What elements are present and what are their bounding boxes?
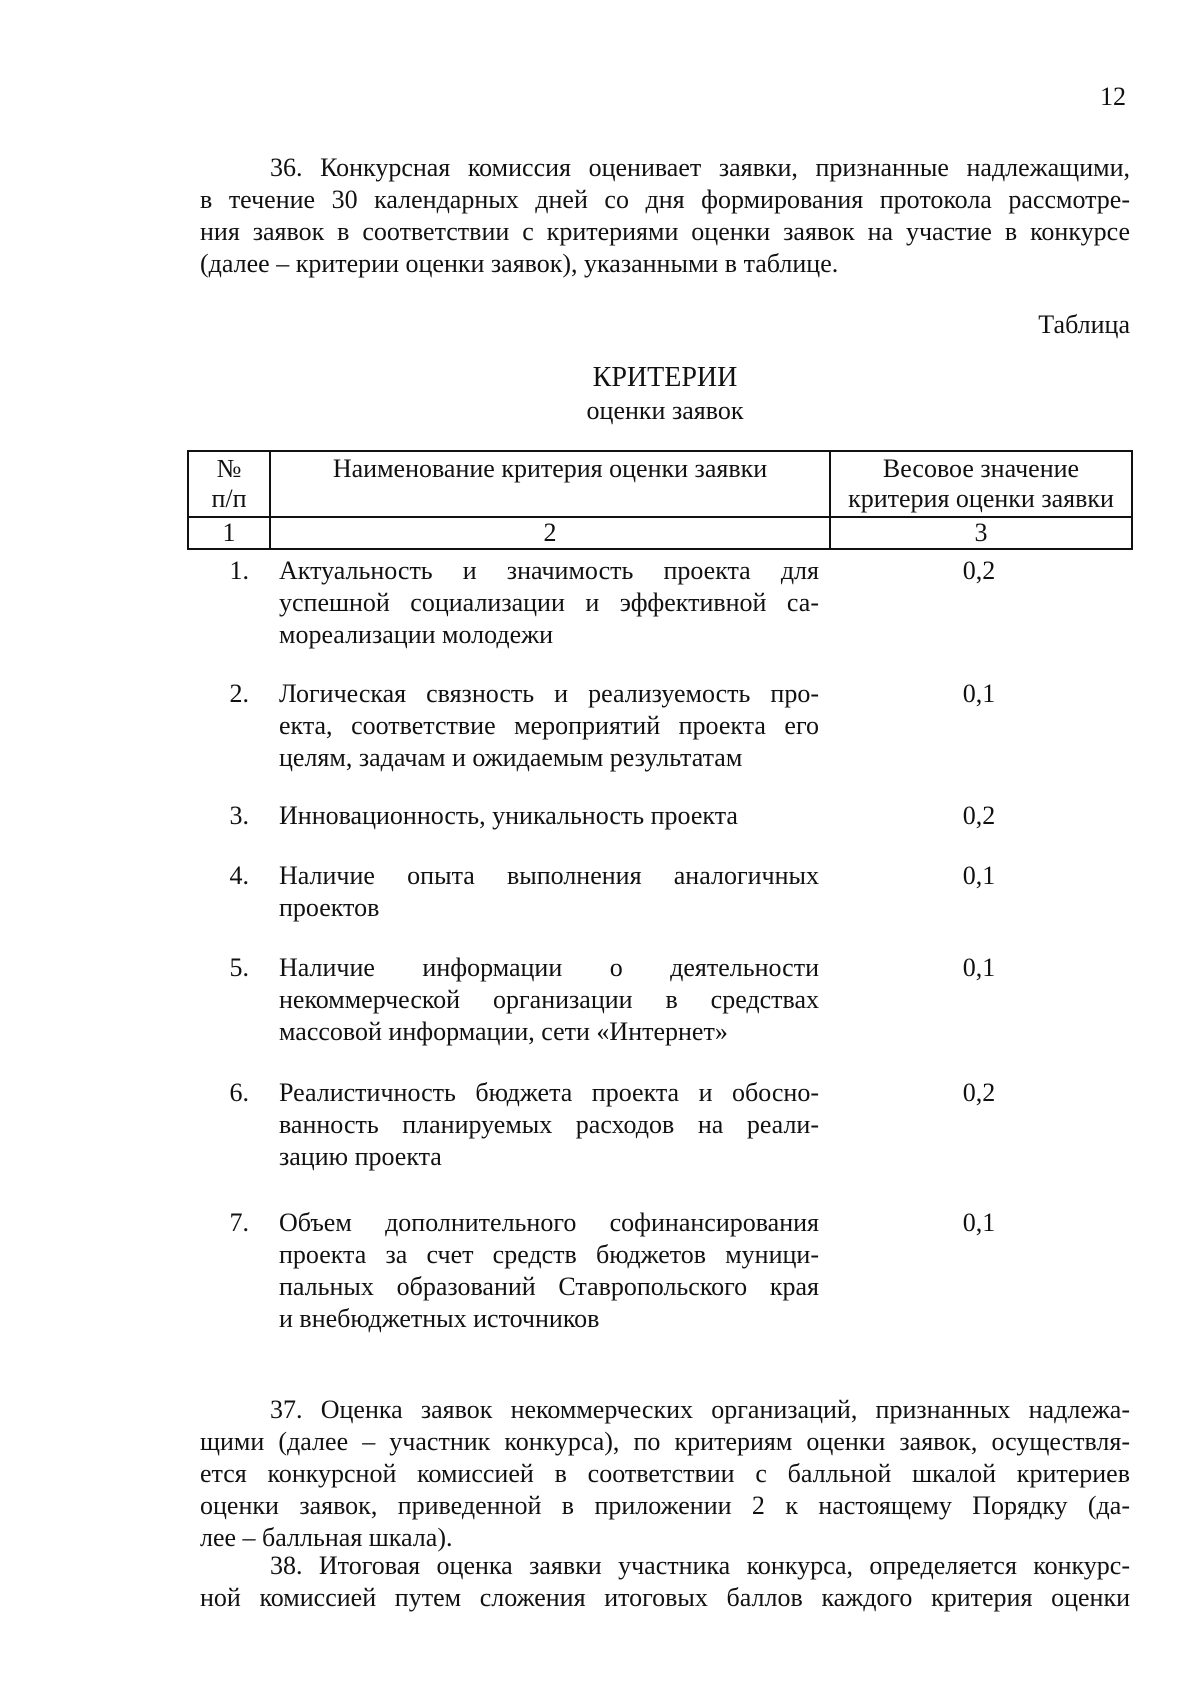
criteria-table-header [187, 450, 1133, 550]
row-weight: 0,1 [962, 953, 996, 982]
header-weight-line: критерия оценки заявки [848, 484, 1114, 513]
table-subtitle: оценки заявок [586, 396, 744, 425]
header-name [271, 454, 829, 484]
criterion-line: Наличие опыта выполнения аналогичных [279, 861, 819, 890]
criterion-line: Объем дополнительного софинансирования [279, 1208, 819, 1237]
paragraph-line: 36. Конкурсная комиссия оценивает заявки, признанные надлежащими, [270, 153, 1130, 182]
row-weight: 0,1 [962, 679, 996, 708]
page-number: 12 [1100, 82, 1126, 111]
paragraph-37 [200, 1394, 1130, 1554]
header-weight [831, 454, 1131, 514]
row-criterion [279, 555, 819, 651]
header-weight-line: Весовое значение [882, 454, 1080, 483]
row-criterion [279, 860, 819, 924]
table-label: Таблица [1038, 310, 1130, 339]
criterion-line: успешной социализации и эффективной са- [279, 588, 819, 617]
paragraph-line: лее – балльная шкала). [200, 1523, 453, 1552]
column-number-1: 1 [222, 518, 236, 547]
criterion-line: проекта за счет средств бюджетов муници- [279, 1240, 819, 1269]
criterion-line: Реалистичность бюджета проекта и обосно- [279, 1078, 819, 1107]
criterion-line: Инновационность, уникальность проекта [279, 801, 738, 830]
criterion-line: и внебюджетных источников [279, 1304, 600, 1333]
column-number-3: 3 [974, 518, 988, 547]
table-title: КРИТЕРИИ [592, 362, 738, 393]
criterion-line: пальных образований Ставропольского края [279, 1272, 819, 1301]
row-criterion [279, 952, 819, 1048]
header-num [189, 454, 269, 514]
criterion-line: екта, соответствие мероприятий проекта его [279, 711, 819, 740]
row-number: 4. [229, 861, 249, 890]
paragraph-line: ется конкурсной комиссией в соответствии с балльной шкалой критериев [200, 1459, 1130, 1488]
paragraph-line: ной комиссией путем сложения итоговых баллов каждого критерия оценки [200, 1583, 1130, 1612]
row-weight: 0,2 [962, 1078, 996, 1107]
row-criterion [279, 1077, 819, 1173]
row-criterion [279, 800, 819, 832]
header-num-line: п/п [211, 484, 247, 513]
criterion-line: зацию проекта [279, 1142, 442, 1171]
row-criterion [279, 678, 819, 774]
row-number: 3. [229, 801, 249, 830]
paragraph-line: 37. Оценка заявок некоммерческих организаций, признанных надлежа- [270, 1395, 1130, 1424]
paragraph-36 [200, 152, 1130, 280]
row-weight: 0,2 [962, 801, 996, 830]
row-number: 7. [229, 1208, 249, 1237]
paragraph-line: (далее – критерии оценки заявок), указанными в таблице. [200, 249, 839, 278]
row-weight: 0,1 [962, 861, 996, 890]
header-num-line: № [216, 454, 242, 483]
criterion-line: Наличие информации о деятельности [279, 953, 819, 982]
criterion-line: некоммерческой организации в средствах [279, 985, 819, 1014]
paragraph-line: в течение 30 календарных дней со дня формирования протокола рассмотре- [200, 185, 1130, 214]
criterion-line: проектов [279, 893, 380, 922]
row-number: 1. [229, 556, 249, 585]
criterion-line: Актуальность и значимость проекта для [279, 556, 819, 585]
criterion-line: целям, задачам и ожидаемым результатам [279, 743, 743, 772]
row-criterion [279, 1207, 819, 1335]
paragraph-38 [200, 1550, 1130, 1614]
header-name-line: Наименование критерия оценки заявки [332, 454, 768, 483]
paragraph-line: ния заявок в соответствии с критериями оценки заявок на участие в конкурсе [200, 217, 1130, 246]
column-number-2: 2 [543, 518, 557, 547]
row-number: 2. [229, 679, 249, 708]
row-weight: 0,1 [962, 1208, 996, 1237]
row-number: 5. [229, 953, 249, 982]
paragraph-line: 38. Итоговая оценка заявки участника конкурса, определяется конкурс- [270, 1551, 1130, 1580]
paragraph-line: оценки заявок, приведенной в приложении 2 к настоящему Порядку (да- [200, 1491, 1130, 1520]
row-weight: 0,2 [962, 556, 996, 585]
criterion-line: Логическая связность и реализуемость про- [279, 679, 819, 708]
paragraph-line: щими (далее – участник конкурса), по критериям оценки заявок, осуществля- [200, 1427, 1130, 1456]
criterion-line: мореализации молодежи [279, 620, 554, 649]
row-number: 6. [229, 1078, 249, 1107]
criterion-line: массовой информации, сети «Интернет» [279, 1017, 728, 1046]
criterion-line: ванность планируемых расходов на реали- [279, 1110, 819, 1139]
